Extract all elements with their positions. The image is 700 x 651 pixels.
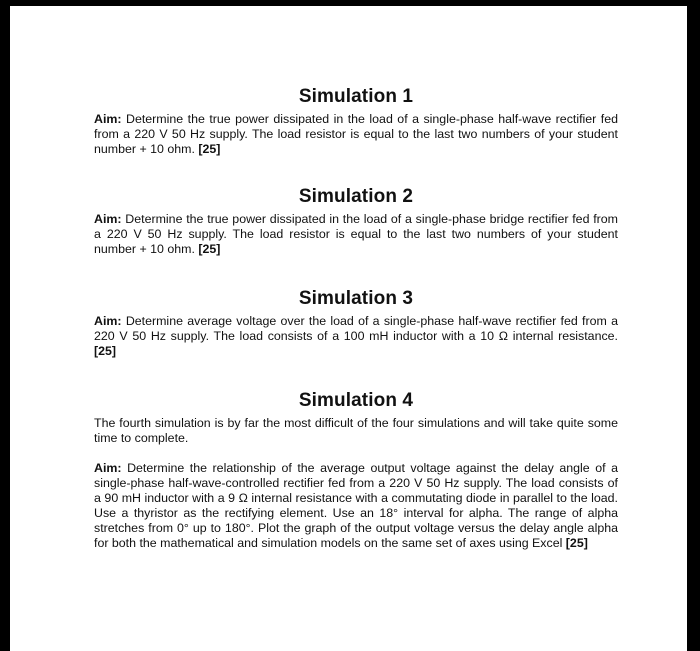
simulation-4-aim: [94, 461, 618, 551]
aim-label: Aim:: [94, 112, 122, 126]
aim-label: Aim:: [94, 461, 122, 475]
simulation-2-title: Simulation 2: [298, 186, 414, 207]
aim-label: Aim:: [94, 314, 122, 328]
simulation-2-aim: [94, 212, 618, 257]
aim-text: Determine average voltage over the load of a single-phase half-wave rectifier fed from a 220 V 50 Hz supply. The load consists of a 100 mH inductor with a 10 Ω internal resistance.: [94, 314, 618, 343]
aim-text: Determine the relationship of the average output voltage against the delay angle of a single-phase half-wave-controlled rectifier fed from a 220 V 50 Hz supply. The load consists of a 90 mH inductor with a 9 Ω internal resistance with a commutating diode in parallel to the load. Use a thyristor as the rectifying element. Use an 18° interval for alpha. The range of alpha stretches from 0° up to 180°. Plot the graph of the output voltage versus the delay angle alpha for both the mathematical and simulation models on the same set of axes using Excel: [94, 461, 618, 550]
aim-text: Determine the true power dissipated in the load of a single-phase bridge rectifier fed from a 220 V 50 Hz supply. The load resistor is equal to the last two numbers of your student number + 10 ohm.: [94, 212, 618, 256]
aim-text: Determine the true power dissipated in the load of a single-phase half-wave rectifier fed from a 220 V 50 Hz supply. The load resistor is equal to the last two numbers of your student number + 10 ohm.: [94, 112, 618, 156]
simulation-4-section: [94, 390, 618, 551]
marks: [25]: [198, 142, 221, 156]
simulation-1-title: Simulation 1: [298, 86, 414, 107]
document-page: [10, 6, 687, 651]
marks: [25]: [565, 536, 588, 550]
aim-label: Aim:: [94, 212, 122, 226]
simulation-4-title: Simulation 4: [298, 390, 414, 411]
simulation-4-intro: The fourth simulation is by far the most difficult of the four simulations and will take quite some time to complete.: [94, 416, 618, 445]
simulation-3-title: Simulation 3: [298, 288, 414, 309]
marks: [25]: [94, 344, 117, 358]
simulation-3-aim: [94, 314, 618, 359]
simulation-1-aim: [94, 112, 618, 157]
simulation-3-section: [94, 288, 618, 359]
simulation-2-section: [94, 186, 618, 257]
marks: [25]: [198, 242, 221, 256]
simulation-1-section: [94, 86, 618, 157]
